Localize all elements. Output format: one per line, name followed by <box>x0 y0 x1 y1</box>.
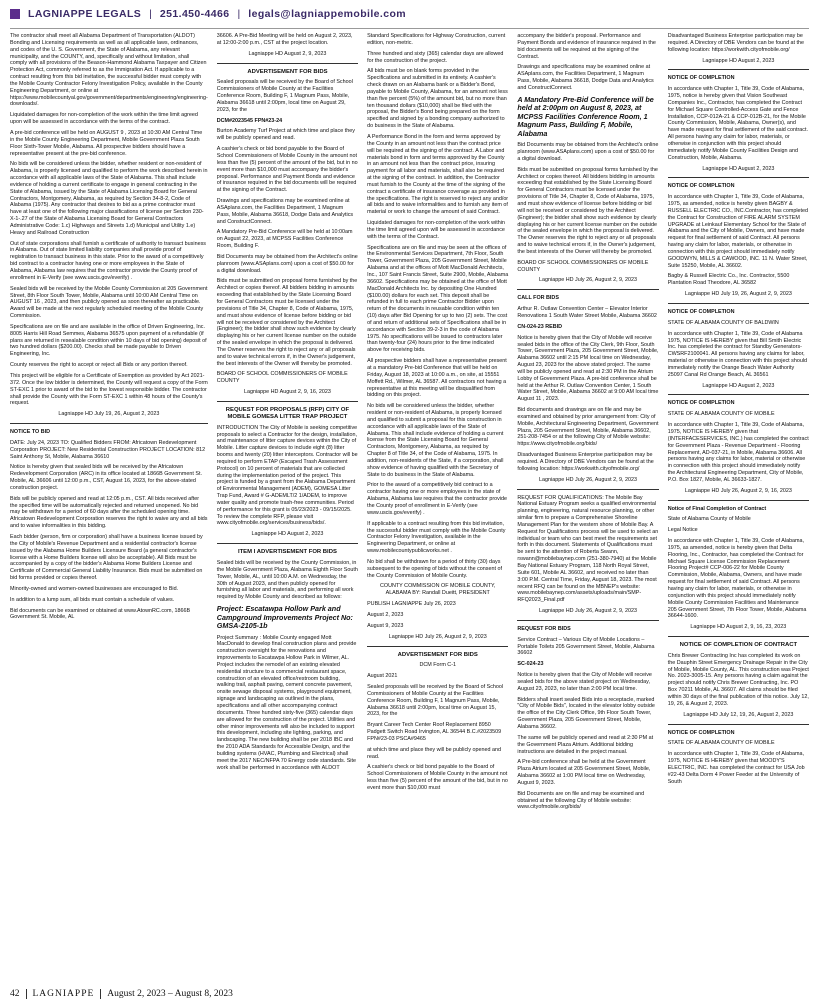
notice-publication-line: Lagniappe HD August 2, 9, 2023 <box>248 50 327 57</box>
column-5 <box>668 33 809 983</box>
notice-divider <box>668 177 809 178</box>
notice-divider <box>668 724 809 725</box>
notice-publication-line: Lagniappe HD August 2, 2023 <box>702 165 775 172</box>
notice-paragraph: In accordance with Chapter 1, Title 39, Code of Alabama 1975, NOTICE IS HEREBY given that Bill Smith Electric Inc. has completed the contract for Standby Generators-CWSRF2100041. All persons having any claims for labor, material or otherwise in connection with this project should immediately notify the Orange Beach Water Authority 25097 Canal Rd Orange Beach, AL 36561 <box>667 330 808 378</box>
legal-columns <box>10 33 809 983</box>
notice-paragraph: Disadvantaged Business Enterprise participation may be required. A Directory of DBE Vendors can be found at the following location: https://workwith.cityofmobile.org/ <box>517 452 654 472</box>
notice-paragraph: Notice is hereby given that sealed bids will be received by the Africatown Redevelopment Corporation (ARC) in its office located at 1866B Government St. Mobile, AL 36606 until 12:00 p.m., CST, August 16, 2023, for the above-stated construction project. <box>10 464 202 491</box>
notice-publication-line: Lagniappe HD August 2, 2023 <box>251 531 324 538</box>
notice-paragraph: County reserves the right to accept or reject all Bids or any portion thereof. <box>10 362 188 369</box>
notice-heading: REQUEST FOR PROPOSALS (RFP) CITY OF MOBILE GOMESA LITTER TRAP PROJECT <box>225 406 350 420</box>
issue-dates: August 2, 2023 – August 8, 2023 <box>107 989 233 999</box>
notice-paragraph: Three hundred and sixty (365) calendar days are allowed for the construction of the project. <box>367 50 504 64</box>
notice-heading: ADVERTISEMENT FOR BIDS <box>247 68 328 75</box>
notice-publication-line: Lagniappe HD August 2, 9, 16, 23, 2023 <box>690 624 787 631</box>
notice-paragraph: In accordance with Chapter 1, Title 39, Code of Alabama, 1975, as amended, notice is hereby given BAGBY & RUSSELL ELECTRIC CO., INC.Contractor, has completed the Contract for Construction of FIRE ALARM SYSTEM UPGRADE at Leinkauf Elementary School for the State of Alabama and the City of Mobile, Owners, and have made request for final settlement of said Contract. All persons having any claim for labor, materials, or otherwise in connection with this project should immediately notify GOODWYN, MILLS & CAWOOD, INC. 11 N. Water Street, Suite 15250, Mobile, AL 36602. <box>667 194 809 269</box>
notice-paragraph: August 2, 2023 <box>367 611 404 618</box>
notice-divider <box>517 289 658 290</box>
notice-paragraph: Sealed bids will be received by the County Commission, in the Mobile Government Plaza, Alabama Eighth Floor South Tower, Mobile, AL, until 10:00 A.M. on Wednesday, the 30th of August 2023, and then publicly opened for furnishing all labor and materials, and performing all work required by Mobile County and described as follows: <box>216 560 358 601</box>
notice-paragraph: Out of state corporations shall furnish a certificate of authority to transact business in Alabama. Out of state limited liability companies shall provide proof of registration to transact business in this state. Prior to the award of a competitively bid contract to a contractor having one or more employees in the State of Alabama, Alabama law requires that the contractor provide the County proof of enrollment in E-Verify (see www.uscis.gov/everify) . <box>10 240 206 281</box>
notice-paragraph: DATE: July 24, 2023 TO: Qualified Bidders FROM: Africatown Redevelopment Corporation PROJECT: New Residential Construction PROJECT LOCATION: 812 Saint Anthony St, Mobile, Alabama 36610 <box>10 439 206 460</box>
notice-heading: ITEM I ADVERTISEMENT FOR BIDS <box>237 549 337 556</box>
notice-paragraph: No bids will be considered unless the bidder, whether resident or non-resident of Alabama, is properly licensed and qualified to perform the work described herein in accordance with all applicable laws of the State of Alabama. This shall include evidence of holding a current certificate to engage in general contracting in the State of Alabama, issued by the State of Alabama Licensing Board for General Contractors, Montgomery, Alabama, as required by Section 34-8-2, Code of Alabama (1975). Any contractor that desires to bid as a prime contractor must have at least one of the following major classifications of license per Section 230-X-1-.27 of the State of Alabama Licensing Board for General Contractors Administrative Code: 1.c) Highways and Streets 1.d) Municipal and Utility 1.e) Heavy and Railroad Construction <box>10 161 208 236</box>
notice-paragraph: Bids will be publicly opened and read at 12:05 p.m., CST. All bids received after the specified time will be automatically rejected and returned unopened. No bid may be withdrawn for a period of 60 days after the scheduled opening time. Africatown Redevelopment Corporation reserves the right to waive any and all bids and to waive informalities in this bidding. <box>10 495 208 530</box>
notice-paragraph: STATE OF ALABAMA COUNTY OF MOBILE <box>667 740 775 747</box>
notice-divider <box>217 543 358 544</box>
notice-paragraph: All prospective bidders shall have a representative present at a mandatory Pre-bid Conference that will be held on Friday, August 18, 2023 at 10:00 a.m., on site, at 15551 Moffett Rd., Wilmer, AL 36587. All contractors not having a representative at this meeting will be disqualified from bidding on this project. <box>367 358 507 399</box>
notice-heading: NOTICE OF COMPLETION <box>667 75 735 82</box>
notice-divider <box>217 401 358 402</box>
notice-heading: NOTICE OF COMPLETION OF CONTRACT <box>679 642 798 649</box>
notice-heading: NOTICE OF COMPLETION <box>667 183 735 190</box>
notice-paragraph: Standard Specifications for Highway Construction, current edition, non-metric. <box>367 33 506 46</box>
notice-paragraph: August 2021 <box>367 673 398 680</box>
notice-paragraph: BOARD OF SCHOOL COMMISSIONERS OF MOBILE COUNTY <box>216 371 348 385</box>
notice-paragraph: Drawings and specifications may be examined online at ASAplans.com, the Facilities Department, 1 Magnum Pass, Mobile, Alabama 36618, Dodge Data and Analytics and ConstructConnect. <box>216 198 354 225</box>
notice-paragraph: Sealed bids will be received by the Mobile County Commission at 205 Government Street, 8th Floor South Tower, Mobile, Alabama until 10:00 AM Central Time on AUGUST 16 , 2023, and then publicly opened as soon thereafter as practicable. Award will be made at the next regularly scheduled meeting of the Mobile County Commission. <box>10 285 208 320</box>
notice-paragraph: Bid Documents are on file and may be examined and obtained at the following City of Mobile website: www.cityofmobile.org/bids/ <box>517 790 645 811</box>
notice-publication-line: COUNTY COMMISSION OF MOBILE COUNTY, ALABAMA BY: Randall Dueitt, PRESIDENT <box>380 583 496 597</box>
notice-paragraph: State of Alabama County of Mobile <box>667 516 751 523</box>
notice-heading: CALL FOR BIDS <box>517 295 559 302</box>
notice-divider <box>668 303 809 304</box>
notice-paragraph: A cashier's check or bid bond payable to the Board of School Commissioners of Mobile County in the amount not less than five (5) percent of the amount of the bid, but in no event more than $10,000 must <box>367 764 508 791</box>
notice-paragraph: Each bidder (person, firm or corporation) shall have a business license issued by the City of Mobile's Revenue Department and a residential contractor's license issued by the Alabama Home Builders Licensure Board (a general contractor's license with a Home Builders license will also be acceptable). All Bids must be accompanied by a copy of the bidder's Alabama Home Builders License and Certificate of Commercial General Liability Insurance. Bids must be submitted on bid forms provided or copies thereof. <box>10 534 203 582</box>
notice-paragraph: Legal Notice <box>667 527 698 534</box>
column-2 <box>217 33 358 983</box>
notice-paragraph: Specifications are on file and are available in the office of Driven Engineering, Inc. 8005 Harris Hill Road Semmes, Alabama 36575 upon payment of a refundable (if plans are returned in resealable condition within 10 days of bid opening) deposit of two hundred dollars ($200.00). Checks shall be made payable to Driven Engineering, Inc. <box>10 323 207 358</box>
notice-publication-line: Lagniappe HD August 2, 9, 16, 2023 <box>243 389 331 396</box>
notice-paragraph: A Performance Bond in the form and terms approved by the County in an amount not less than the contract price will be required at the signing of the contract. A Labor and materials bond in form and terms approved by the County in an amount not less than the contract price, insuring payment for all labor and materials, shall also be required at the signing of the contract. In addition, the Contractor must furnish to the County at the time of the signing of the contract a certificate of insurance coverage as provided in the specifications. The right is reserved to reject any and/or all bids and to waive informalities and to furnish any item of material or work to change the amount of said Contract. <box>367 133 509 216</box>
notice-paragraph: 36606. A Pre-Bid Meeting will be held on August 2, 2023, at 12:00-2:00 p.m., CST at the project location. <box>216 33 353 46</box>
notice-paragraph: Chris Brewer Contracting Inc has completed its work on the Dauphin Street Emergency Drainage Repair in the City of Mobile, Mobile County, AL. This construction was Project No. 2023-3005-15. Any persons having a claim against the project should notify Chris Brewer Contracting, Inc. PO Box 70211 Mobile, AL 36607. All claims should be filed within 30 days of the final publication of this notice. July 12, 19, 26, & August 2, 2023. <box>667 652 809 707</box>
notice-divider <box>517 620 658 621</box>
notice-paragraph: If applicable to a contract resulting from this bid invitation, the successful bidder must comply with the Mobile County Contractor Felony Investigation, available in the Engineering Department, or online at www.mobilecountypublicworks.net . <box>367 520 506 555</box>
notice-paragraph: All bids must be on blank forms provided in the Specifications and submitted in its entirety. A cashier's check drawn on an Alabama bank or a Bidder's Bond, payable to Mobile County, Alabama, for an amount not less than five percent (5%) of the amount bid, but no more than ten thousand dollars ($10,000) shall be filed with the proposal, the Bidder's Bond being prepared on the form specified and signed by a bonding company authorized to do business in the State of Alabama. <box>367 68 508 130</box>
notice-paragraph: The contractor shall meet all Alabama Department of Transportation (ALDOT) Bonding and Licensing requirements as well as all applicable laws, ordinances, and codes of the U. S. Government, the State of Alabama, any relevant municipality, and the COUNTY, and, specifically and without limitation, shall comply with all provisions of the Beason-Hammond Alabama Taxpayer and Citizen Protection Act, commonly referred to as the Immigration Act. If applicable to a contract resulting from this bid invitation, the successful bidder must comply with the Mobile County Contractor Felony Investigation Policy, available in the County Engineering Department, or online at https://www.mobilecountyal.gov/government/departments/engineering/engineering-downloads/. <box>10 33 208 108</box>
notice-heading: REQUEST FOR BIDS <box>517 625 571 632</box>
notice-paragraph: In accordance with Chapter 1, Title 39, Code of Alabama, 1975, as amended, notice is hereby given that Delta Flooring, Inc., Contractor, has completed the Contract for Michael Square License Commission Replacement Flooring Project# CCP-006-22 for Mobile County Commission, Mobile, Alabama, Owners, and have made request for final settlement of said Contract. All persons having any claim for labor, materials, or otherwise in conjunction with this project should immediately notify Mobile County Commission Facilities and Maintenance 205 Government Street, 7th Floor Tower, Mobile, Alabama 36644-1600. <box>667 538 807 620</box>
notice-paragraph: Specifications are on file and may be seen at the offices of the Environmental Services Department, 7th Floor, South Tower, Government Plaza, 205 Government Street, Mobile Alabama and at the offices of Mott MacDonald Architects, Inc., 107 Saint Francis Street, Suite 2900, Mobile, Alabama 36602. Specifications may be obtained at the office of Mott MacDonald Architects Inc. by depositing One Hundred ($100.00) dollars for each set. This deposit shall be refunded in full to each prime Contractor Bidder upon return of the documents in reusable condition within ten (10) days after Bid Opening for up to two (2) sets. The cost of and return of additional sets of Specifications shall be in accordance with Section 39-2-3 in the code of Alabama 1975. No specifications will be issued to contractors later than twenty-four (24) hours prior to the time indicated above for receiving bids. <box>367 244 509 354</box>
notice-paragraph: A cashier's check or bid bond payable to the Board of School Commissioners of Mobile County in the amount not less than five (5) percent of the amount of the bid, but in no event more than $10,000 must accompany the bidder's proposal. Performance and Payment Bonds and evidence of insurance required in the bid documents will be required at the signing of the Contract. <box>216 146 358 194</box>
notice-paragraph: INTRODUCTION The City of Mobile is seeking competitive proposals to select a Contractor for the design, installation, and maintenance of litter capture devices within the City of Mobile. Litter capture devices to include eight (8) litter booms and twenty (20) litter interceptors. Contractor will be required to perform ETAP (Escaped Trash Assessment Protocol) on 10 percent of materials that are collected during the implementation period of the project. This project is funded by a grant from the Alabama Department of Environmental Management (ADEM), GOMESA Litter Trap Fund, Award # G-ADEMLT/2 1/ADEM, to improve water quality and promote trash-free communities. Period of performance for this grant is 05/23/2023 - 09/15/2025. To review the complete RFP, please visit www.cityofmobile.org/services/business/bids/. <box>216 424 358 527</box>
header-email[interactable]: legals@lagniappemobile.com <box>248 8 407 20</box>
notice-heading: ADVERTISEMENT FOR BIDS <box>397 651 478 658</box>
notice-publication-line: Lagniappe HD August 2, 2023 <box>702 382 775 389</box>
column-1 <box>10 33 208 983</box>
notice-paragraph: Drawings and specifications may be examined online at ASAplans.com, the Facilities Department, 1 Magnum Pass, Mobile, Alabama 36618, Dodge Data and Analytics and ConstructConnect. <box>517 64 654 91</box>
notice-paragraph: Liquidated damages for non-completion of the work within the time limit agreed upon will be assessed in accordance with the terms of the contract. <box>10 112 198 126</box>
notice-publication-line: DCM Form C-1 <box>419 662 456 669</box>
notice-divider <box>10 423 208 424</box>
notice-paragraph: In accordance with Chapter 1, Title 39, Code of Alabama, 1975, NOTICE IS HEREBY given that MOODY'S ELECTRIC, INC. has completed the contract for USA Job #22-43 Delta Dorm 4 Power Feeder at the University of South <box>667 751 805 785</box>
footer-divider <box>100 989 101 999</box>
header-separator: | <box>149 8 152 20</box>
notice-paragraph: Service Contract – Various City of Mobile Locations – Portable Toilets 205 Government Street, Mobile, Alabama 36602 <box>517 636 655 657</box>
notice-publication-line: Lagniappe HD July 26, August 2, 9, 2023 <box>388 633 487 640</box>
notice-paragraph: Bids must be submitted on proposal forms furnished by the Architect or copies thereof. All bidders bidding in amounts exceeding that established by the State Licensing Board for General Contractors must be licensed under the provisions of Title 34, Chapter 8, Code of Alabama, 1975, and must show evidence of license before bidding or bid will not be received or considered by the Architect (Engineer); the bidder shall show such evidence by clearly displaying his or her current license number on the outside of the sealed envelope in which the proposal is delivered. The Owner reserves the right to reject any or all proposals and to waive technical errors if, in the Owner's judgement, the best interests of the Owner will thereby be promoted. <box>517 166 658 255</box>
notice-paragraph: Minority-owned and women-owned businesses are encouraged to Bid. <box>10 585 179 592</box>
notice-publication-line: Lagniappe HD July 26, August 2, 9, 16, 2023 <box>684 487 792 494</box>
notice-divider <box>668 500 809 501</box>
footer-divider <box>26 989 27 999</box>
notice-paragraph: This project will be eligible for a Certificate of Exemption as provided by Act 2021-372. Once the low bidder is determined, the County will request a copy of the Form ST-EXC 1 prior to award of the bid to the lowest responsible bidder. The contractor shall provide the County with the Form ST-EXC 1 within 48 hours of the County's request. <box>10 372 208 407</box>
notice-paragraph: The same will be publicly opened and read at 2:30 PM at the Government Plaza Atrium. Additional bidding instructions are detailed in the project manual. <box>517 734 654 755</box>
notice-divider <box>668 394 809 395</box>
notice-paragraph: Bid Documents may be obtained from the Architect's online planroom (www.ASAplans.com) upon a cost of $50.00 for a digital download. <box>216 253 358 274</box>
section-title: LAGNIAPPE LEGALS <box>28 8 142 20</box>
header-phone: 251.450-4466 <box>159 8 230 20</box>
notice-paragraph: Bidders shall insert sealed Bids into a receptacle, marked "City of Mobile Bids", located in the elevator lobby outside the office of the City Clerk Office, 9th Floor South Tower, Government Plaza, 205 Government Street, Mobile, Alabama 36602. <box>517 696 655 730</box>
notice-publication-line: Lagniappe HD July 26, August 2, 9, 2023 <box>539 476 638 483</box>
notice-heading: NOTICE OF COMPLETION <box>667 309 735 315</box>
notice-paragraph: A pre-bid conference will be held on AUGUST 9 , 2023 at 10:30 AM Central Time in the Mobile County Engineering Department, Mobile Government Plaza South Floor Sixth-Tower Mobile, Alabama. All prospective bidders should have a representative present at the pre-bid conference. <box>10 129 203 157</box>
page-number: 42 <box>10 989 20 999</box>
notice-heading: Notice of Final Completion of Contract <box>667 505 767 512</box>
notice-heading: Project: Escatawpa Hollow Park and Campground Improvements Project No: GMSA-2105-1b <box>216 604 353 631</box>
column-3 <box>367 33 508 983</box>
notice-paragraph: No bid shall be withdrawn for a period of thirty (30) days subsequent to the opening of bids without the consent of the County Commission of Mobile County. <box>367 558 502 579</box>
notice-paragraph: Bryant Career Tech Center Roof Replacement 8950 Padgett Switch Road Irvington, AL 36544 B.C.#2023509 FPN#23-03 PSCA#9465 <box>367 722 502 742</box>
notice-divider <box>367 646 508 647</box>
notice-heading: CN-024-23 REBID <box>517 323 563 330</box>
notice-paragraph: BOARD OF SCHOOL COMMISSIONERS OF MOBILE COUNTY <box>517 259 649 273</box>
notice-divider <box>517 489 658 490</box>
notice-paragraph: Bid documents can be examined or obtained at www.AtownRC.com, 1866B Government St. Mobile, AL <box>10 607 191 621</box>
notice-paragraph: In accordance with Chapter 1, Title 39, Code of Alabama, 1975, NOTICE IS HEREBY given that (INTERFACESERVICES, INC.) has completed the contract for Government Plaza - Revenue Department - Flooring Replacement, AD-037-21, in Mobile, Alabama 36606. All persons having any claims for labor, material or otherwise in connection with this project should immediately notify the Architectural Engineering Department, City of Mobile, P.O. Box 1827, Mobile, AL 36633-1827. <box>667 422 809 483</box>
notice-paragraph: at which time and place they will be publicly opened and read. <box>367 746 502 760</box>
notice-divider <box>668 636 809 637</box>
notice-divider <box>217 63 358 64</box>
page-header <box>0 0 819 28</box>
notice-paragraph: Bids must be submitted on proposal forms furnished by the Architect or copies thereof. All bidders bidding in amounts exceeding that established by the State Licensing Board for General Contractors must be licensed under the provisions of Title 34, Chapter 8, Code of Alabama, 1975, and must show evidence of license before bidding or bid will not be received or considered by the Architect (Engineer); the bidder shall show such evidence by clearly displaying his or her current license number on the outside of the sealed envelope in which the proposal is delivered. The Owner reserves the right to reject any or all proposals and to waive technical errors if, in the Owner's judgement, the best interests of the Owner will thereby be promoted. <box>216 278 358 367</box>
notice-paragraph: Liquidated damages for non-completion of the work within the time limit agreed upon will be assessed in accordance with the terms of the Contract. <box>367 220 505 240</box>
notice-publication-line: Lagniappe HD July 19, 26, August 2, 9, 2023 <box>684 291 792 298</box>
notice-paragraph: accompany the bidder's proposal. Performance and Payment Bonds and evidence of insurance required in the bid documents will be required at the signing of the Contract. <box>517 33 656 60</box>
notice-paragraph: Disadvantaged Business Enterprise participation may be required. A Directory of DBE Vendors can be found at the following location: https://workwith.cityofmobile.org/ <box>667 33 805 53</box>
notice-heading: SC-024-23 <box>517 661 544 668</box>
notice-paragraph: Bid documents and drawings are on file and may be examined and obtained by prior arrangement from: City of Mobile, Architectural Engineering Department, Government Plaza, 205 Government Street, Mobile, Alabama 36602, 251-208-7454 or at the following City of Mobile website: https://www.cityofmobile.org/bids/ <box>517 407 659 448</box>
notice-divider <box>668 69 809 70</box>
notice-paragraph: Sealed proposals will be received by the Board of School Commissioners of Mobile County at the Facilities Conference Room, Building F, 1 Magnum Pass, Mobile, Alabama 36618 until 2:00pm, local time on August 15, 2023, for the <box>367 684 504 718</box>
notice-paragraph: Sealed proposals will be received by the Board of School Commissioners of Mobile County at the Facilities Conference Room, Building F, 1 Magnum Pass, Mobile, Alabama 36618 until 2:00pm, local time on August 29, 2023, for the <box>216 79 353 113</box>
section-marker-icon <box>10 9 20 19</box>
notice-paragraph: A Mandatory Pre-Bid Conference will be held at 10:00am on August 22, 2023, at MCPSS Facilities Conference Room, Building F. <box>216 229 353 250</box>
notice-paragraph: In addition to a lump sum, all bids must contain a schedule of values. <box>10 596 175 603</box>
notice-paragraph: Notice is hereby given that the City of Mobile will receive sealed bids in the office of the City Clerk, 9th Floor, South Tower, Government Plaza, 205 Government Street, Mobile, Alabama 36602 until 2:15 PM local time on Wednesday, August 23, 2023 for the above stated project. The same will be publicly opened and read at 2:30 PM in the Atrium Lobby of Government Plaza. A pre-bid conference shall be held at the Arthur R. Outlaw Convention Center, 1 South Water Street, Mobile, Alabama 36602 at 9:00 AM local time August 11 , 2023. <box>517 334 659 403</box>
notice-paragraph: STATE OF ALABAMA COUNTY OF MOBILE <box>667 411 775 418</box>
notice-paragraph: REQUEST FOR QUALIFICATIONS: The Mobile Bay National Estuary Program seeks a qualified environmental planning, engineering, natural resource planning, or other similar firm to prepare a Comprehensive Shoreline Management Plan for the western shore of Mobile Bay. A Request for Qualifications process will be used to select an individual or team who can best meet the requirements set forth in this document. Statements of Qualifications must be sent to the attention of Roberta Swann, rswann@mobilebaynep.com (251-380-7940) at the Mobile Bay National Estuary Program, 118 North Royal Street, Suite 601, Mobile AL 36602, and received no later than 3:00 P.M. Central Time, Friday, August 18, 2023. The most recent RFQ can be found on the MBNEP's website: www.mobilebaynep.com/assets/uploads/main/SMP-RFQ2023_Final.pdf <box>517 494 659 604</box>
notice-paragraph: Notice is hereby given that the City of Mobile will receive sealed bids for the above stated project on Wednesday, August 23, 2023, no later than 2:00 PM local time. <box>517 672 652 692</box>
notice-paragraph: Prior to the award of a competitively bid contract to a contractor having one or more employees in the state of Alabama, Alabama law requires that the contractor provide the County proof of enrollment in E-Verify (see www.uscis.gov/everify) . <box>367 482 508 516</box>
notice-publication-line: Lagniappe HD July 26, August 2, 9, 2023 <box>539 277 638 284</box>
notice-publication-line: Lagniappe HD July 12, 19, 26, August 2, 2023 <box>683 711 794 718</box>
page-footer <box>10 985 809 1003</box>
column-4 <box>517 33 658 983</box>
notice-heading: DCM#2023545 FPN#23-24 <box>216 117 283 124</box>
notice-heading: A Mandatory Pre-Bid Conference will be held at 2:00pm on August 8, 2023, at MCPSS Facilities Conference Room, 1 Magnum Pass, Building F, Mobile, Alabama <box>517 94 654 138</box>
notice-publication-line: Lagniappe HD August 2, 2023 <box>702 57 775 64</box>
notice-paragraph: Bid Documents may be obtained from the Architect's online planroom (www.ASAplans.com) upon a cost of $50.00 for a digital download. <box>517 142 659 162</box>
notice-publication-line: Lagniappe HD July 26, August 2, 9, 2023 <box>539 608 638 615</box>
notice-paragraph: Project Summary : Mobile County engaged Mott MacDonald to develop final construction plans and provide construction oversight for the renovations and improvements to Escatawpa Hollow Park in Wilmer, AL. Project includes the remodel of an existing elevated residential structure to a commercial restaurant space, construction of an elevated office/restroom building, walking trail, asphalt paving, cement concrete pavement, onsite sewage disposal systems, playground equipment, signage and landscaping as outlined in the plans, specifications and all other accompanying contract documents. Three hundred sixty-five (365) calendar days are allowed for the construction of the project. Utilities and other minor improvements will also be included to support this development, including site lighting, parking, and landscaping. The new building shall be per 2018 IBC and the 2010 ADA Standards for Accessible Design, and the building systems (HVAC, Plumbing and Electrical) shall meet the 2017 NEC/NFPA 70 Energy code standards. Site work shall be performed in accordance with ALDOT <box>216 634 357 771</box>
notice-paragraph: In accordance with Chapter 1, Title 39, Code of Alabama, 1975, notice is hereby given that Vision Southeast Companies Inc., Contractor, has completed the Contract for Michael Square Controlled-Access Gate and Fence Installation, CCP-012A-21 & CCP-012B-21, for the Mobile County Commission, Mobile, Alabama, Owner(s), and have made request for final settlement of the said contract. All persons having any claim for labor, materials, or otherwise in conjunction with this project should immediately notify Mobile County Facilities Design and Construction, Mobile, Alabama. <box>667 86 808 161</box>
notice-paragraph: Arthur R. Outlaw Convention Center – Elevator Interior Renovations 1 South Water Street Mobile, Alabama 36602 <box>517 306 657 319</box>
notice-paragraph: Bagby & Russell Electric Co., Inc. Contractor, 5500 Plantation Road Theodore, AL 36582 <box>667 273 790 287</box>
header-rule <box>10 28 809 29</box>
header-separator: | <box>237 8 241 20</box>
notice-paragraph: PUBLISH LAGNIAPPE July 26, 2023 <box>367 601 456 608</box>
notice-publication-line: Lagniappe HD July 19, 26, August 2, 2023 <box>58 411 160 418</box>
notice-paragraph: Burton Academy Turf Project at which time and place they will be publicly opened and read. <box>216 128 355 142</box>
notice-heading: NOTICE TO BID <box>10 429 51 436</box>
footer-brand: LAGNIAPPE <box>32 989 95 999</box>
notice-heading: NOTICE OF COMPLETION <box>667 400 735 407</box>
notice-paragraph: A Pre-bid conference shall be held at the Government Plaza Atrium located at 205 Government Street, Mobile, Alabama 36602 at 1:00 PM local time on Wednesday, August 9, 2023. <box>517 759 651 786</box>
notice-paragraph: August 9, 2023 <box>367 622 404 629</box>
notice-paragraph: STATE OF ALABAMA COUNTY OF BALDWIN <box>667 319 779 326</box>
notice-paragraph: No bids will be considered unless the bidder, whether resident or non-resident of Alabama, is properly licensed and qualified to submit a proposal for this construction in accordance with all applicable laws of the State of Alabama. This shall include evidence of holding a current license from the State Licensing Board for General Contractors, Montgomery, Alabama, as required by Chapter 8 of Title 34, of the Code of Alabama, 1975. In addition, non-residents of the State, if a corporation, shall show evidence of having qualified with the Secretary of State to do business in the State of Alabama. <box>367 403 504 478</box>
notice-heading: NOTICE OF COMPLETION <box>667 729 735 736</box>
